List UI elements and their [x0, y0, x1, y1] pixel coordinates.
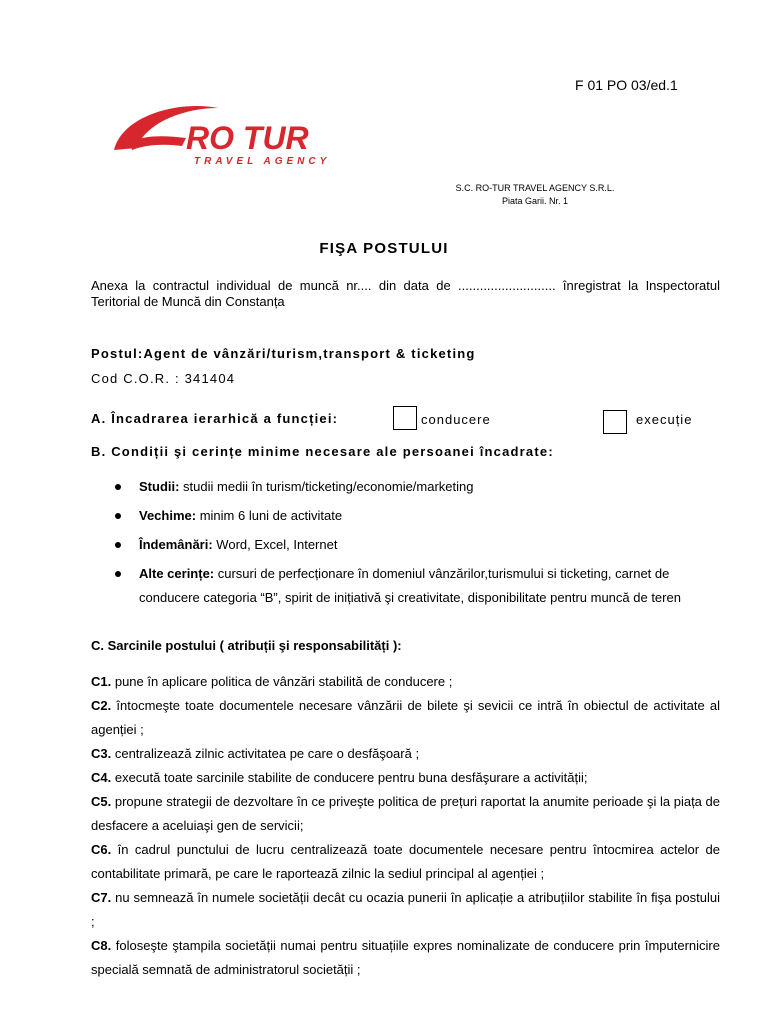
section-a-label: A. Încadrarea ierarhică a funcției:: [91, 411, 339, 426]
list-item: C1. pune în aplicare politica de vânzări stabilită de conducere ;: [91, 674, 453, 689]
list-item: C2. întocmeşte toate documentele necesare vânzării de bilete şi sevicii ce intră în obiectul de activitate al agenției ;: [91, 698, 720, 737]
logo-tagline: TRAVEL AGENCY: [194, 156, 331, 167]
list-item: Vechime: minim 6 luni de activitate: [115, 504, 725, 528]
list-item: Studii: studii medii în turism/ticketing/economie/marketing: [115, 475, 725, 499]
bullet-icon: [115, 542, 121, 548]
section-c-label: C. Sarcinile postului ( atribuții şi responsabilități ):: [91, 638, 402, 653]
bullet-icon: [115, 484, 121, 490]
logo-wordmark: RO TUR: [186, 120, 309, 156]
list-item: Alte cerințe: cursuri de perfecționare în domeniul vânzărilor,turismului si ticketing, carnet de conducere categoria “B”, spirit de inițiativă şi creativitate, disponibilitate pentru muncă de teren: [115, 562, 725, 610]
checkbox-executie[interactable]: [603, 410, 627, 434]
list-item: C5. propune strategii de dezvoltare în ce priveşte politica de prețuri raportat la anumite perioade şi la piața de desfacere a aceluiaşi gen de servicii;: [91, 794, 720, 833]
list-item: C6. în cadrul punctului de lucru centralizează toate documentele necesare pentru întocmirea actelor de contabilitate primară, pe care le raportează zilnic la sediul principal al agenției ;: [91, 842, 720, 881]
checkbox-conducere-label: conducere: [421, 412, 491, 427]
checkbox-executie-label: execuție: [636, 412, 693, 427]
list-item: C4. execută toate sarcinile stabilite de conducere pentru buna desfăşurare a activității;: [91, 770, 588, 785]
bullet-icon: [115, 513, 121, 519]
tasks-list: [91, 670, 720, 982]
post-title: Postul:Agent de vânzări/turism,transport & ticketing: [91, 346, 476, 361]
bullet-icon: [115, 571, 121, 577]
list-item: C3. centralizează zilnic activitatea pe care o desfăşoară ;: [91, 746, 420, 761]
document-code: F 01 PO 03/ed.1: [575, 77, 678, 93]
company-info: [440, 182, 630, 208]
requirements-list: [115, 475, 725, 615]
section-b-label: B. Condiții şi cerințe minime necesare ale persoanei încadrate:: [91, 444, 554, 459]
company-logo: [108, 98, 368, 178]
annex-paragraph: Anexa la contractul individual de muncă nr.... din data de ........................... înregistrat la Inspectoratul Teritorial de Muncă din Constanța: [91, 278, 720, 309]
company-name: S.C. RO-TUR TRAVEL AGENCY S.R.L.: [455, 183, 615, 193]
list-item: C8. foloseşte ştampila societății numai pentru situațiile expres nominalizate de conducere prin împuternicire specială semnată de administratorul societății ;: [91, 938, 720, 977]
checkbox-conducere[interactable]: [393, 406, 417, 430]
list-item: C7. nu semnează în numele societății decât cu ocazia punerii în aplicație a atribuțiilor stabilite în fişa postului ;: [91, 890, 720, 929]
cor-code: Cod C.O.R. : 341404: [91, 371, 236, 386]
list-item: Îndemânări: Word, Excel, Internet: [115, 533, 725, 557]
company-address: Piata Garii. Nr. 1: [501, 196, 569, 206]
page-title: FIŞA POSTULUI: [319, 240, 449, 257]
